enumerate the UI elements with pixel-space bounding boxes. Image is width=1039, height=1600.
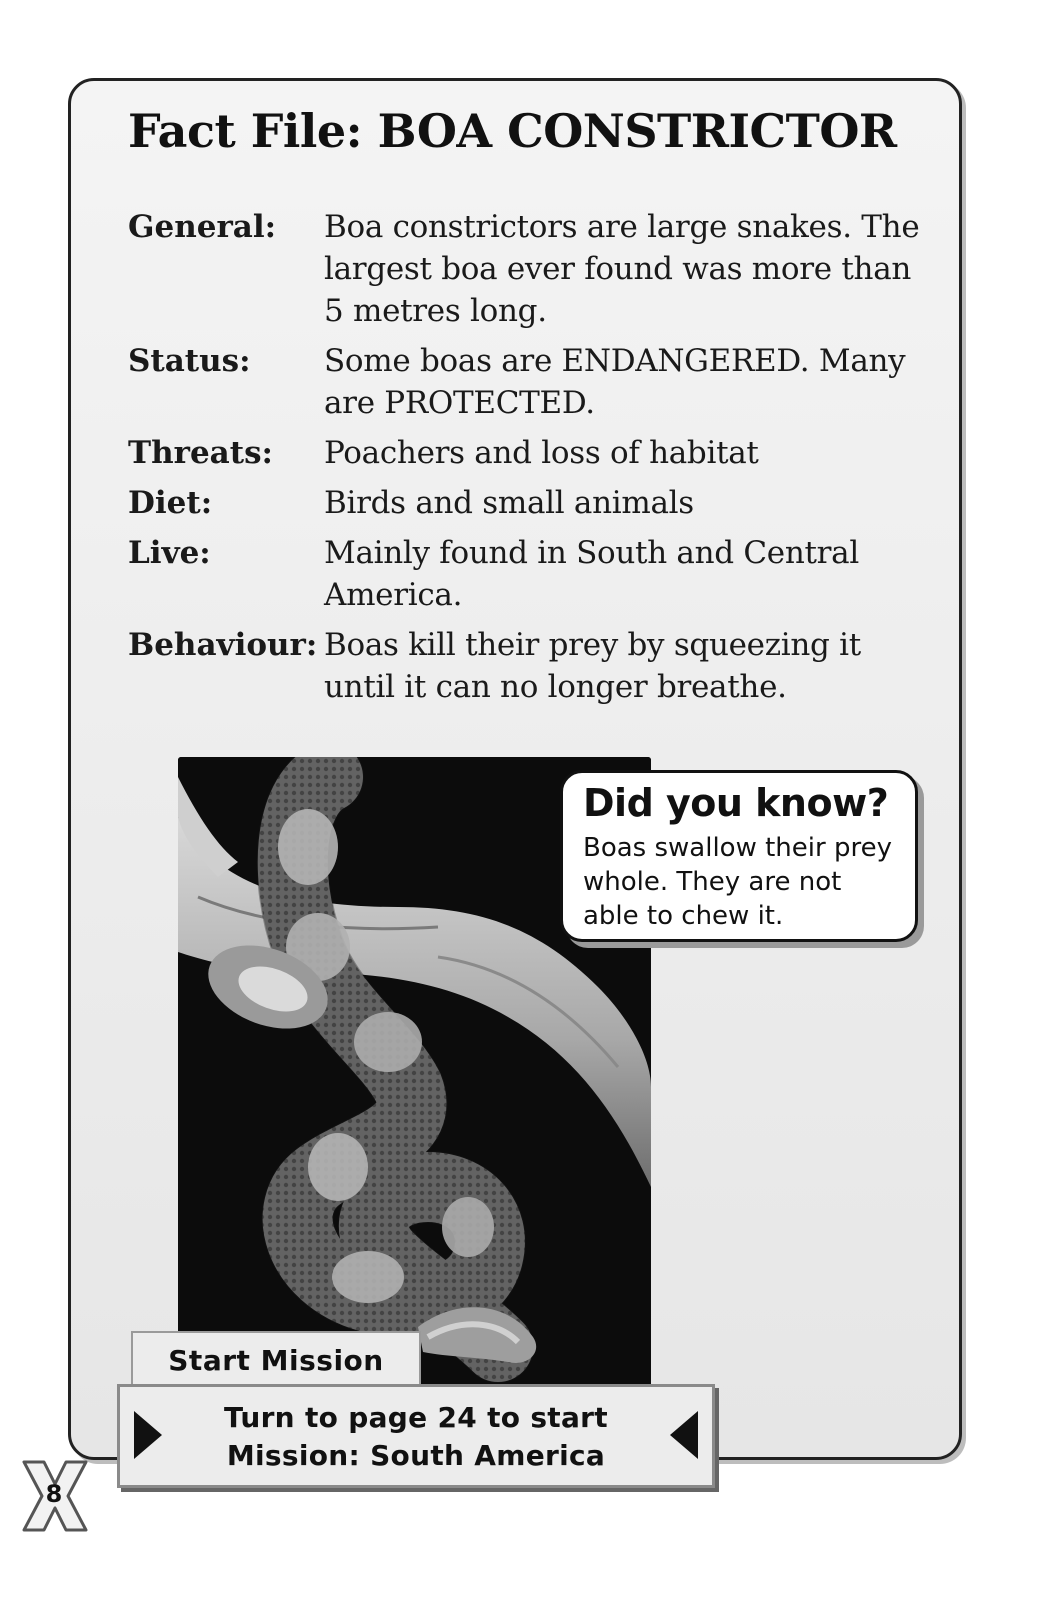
fact-value: Boa constrictors are large snakes. The largest boa ever found was more than 5 metres long. (324, 209, 920, 329)
fact-label: Behaviour: (128, 627, 318, 663)
start-mission-text: Turn to page 24 to start Mission: South America (224, 1401, 608, 1472)
did-you-know-box (560, 770, 918, 942)
fact-value: Birds and small animals (324, 485, 694, 521)
fact-value: Some boas are ENDANGERED. Many are PROTECTED. (324, 343, 906, 421)
did-you-know-title: Did you know? (583, 781, 889, 825)
fact-file-title: Fact File: BOA CONSTRICTOR (128, 104, 897, 158)
fact-label: Status: (128, 343, 251, 379)
fact-row-general (128, 206, 928, 332)
fact-label: General: (128, 209, 277, 245)
arrow-left-icon (668, 1409, 700, 1461)
fact-value: Poachers and loss of habitat (324, 435, 759, 471)
fact-row-threats (128, 432, 928, 474)
fact-label: Diet: (128, 485, 213, 521)
fact-label: Live: (128, 535, 211, 571)
fact-row-status (128, 340, 928, 424)
fact-row-diet (128, 482, 928, 524)
fact-value: Mainly found in South and Central America. (324, 535, 859, 613)
start-mission-tab: Start Mission (131, 1331, 421, 1387)
arrow-right-icon (132, 1409, 164, 1461)
start-mission-box[interactable] (117, 1384, 715, 1488)
fact-row-behaviour (128, 624, 928, 708)
fact-value: Boas kill their prey by squeezing it until it can no longer breathe. (324, 627, 861, 705)
fact-label: Threats: (128, 435, 273, 471)
fact-row-live (128, 532, 928, 616)
fact-list (128, 206, 928, 716)
page-number: 8 (45, 1480, 63, 1508)
did-you-know-text: Boas swallow their prey whole. They are not able to chew it. (583, 833, 892, 931)
